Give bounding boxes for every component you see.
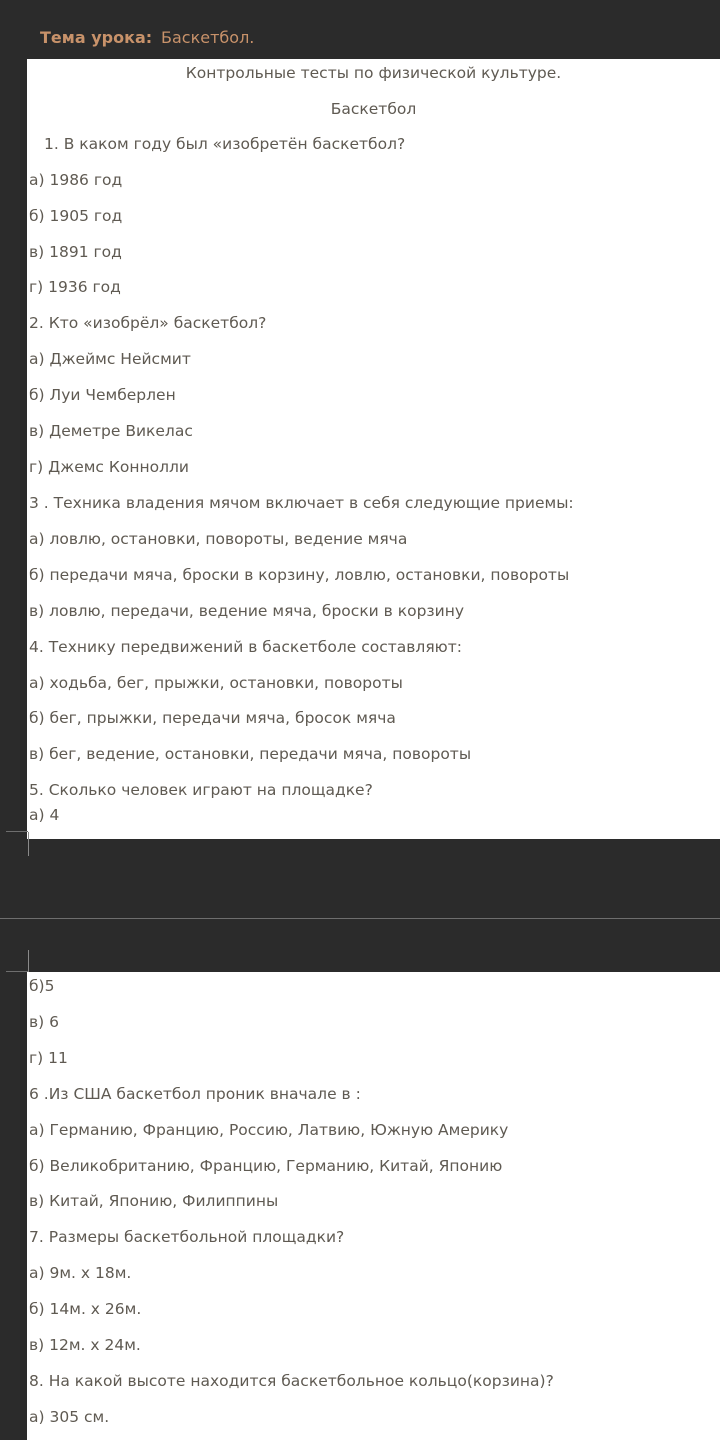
answer-option: б) 1905 год [29, 207, 123, 225]
answer-option: а) ловлю, остановки, повороты, ведение мяча [29, 530, 408, 548]
answer-option: в) ловлю, передачи, ведение мяча, броски в корзину [29, 602, 465, 620]
answer-option: в) Деметре Викелас [29, 422, 193, 440]
question-6: 6 .Из США баскетбол проник вначале в : [29, 1085, 361, 1103]
question-3: 3 . Техника владения мячом включает в себя следующие приемы: [29, 494, 574, 512]
document-page-2 [27, 972, 720, 1440]
question-2: 2. Кто «изобрёл» баскетбол? [29, 314, 267, 332]
answer-option: б) Луи Чемберлен [29, 386, 176, 404]
answer-option: б) бег, прыжки, передачи мяча, бросок мяча [29, 709, 396, 727]
answer-option: а) 1986 год [29, 171, 123, 189]
document-title: Контрольные тесты по физической культуре. [185, 64, 562, 82]
question-1: 1. В каком году был «изобретён баскетбол? [44, 135, 406, 153]
answer-option: б)5 [29, 977, 55, 995]
answer-option: г) 11 [29, 1049, 68, 1067]
answer-option: в) 1891 год [29, 243, 122, 261]
answer-option: а) 9м. х 18м. [29, 1264, 132, 1282]
answer-option: а) 305 см. [29, 1408, 110, 1426]
document-page-1 [27, 59, 720, 839]
question-7: 7. Размеры баскетбольной площадки? [29, 1228, 345, 1246]
page-corner-mark [28, 832, 29, 856]
answer-option: а) 4 [29, 806, 60, 824]
page-corner-mark [6, 971, 28, 972]
answer-option: б) 14м. х 26м. [29, 1300, 142, 1318]
page-corner-mark [28, 950, 29, 972]
answer-option: б) передачи мяча, броски в корзину, ловлю, остановки, повороты [29, 566, 570, 584]
page-separator [0, 918, 720, 919]
answer-option: в) бег, ведение, остановки, передачи мяча, повороты [29, 745, 472, 763]
page-corner-mark [6, 831, 28, 832]
answer-option: в) 6 [29, 1013, 59, 1031]
topic-value: Баскетбол. [161, 28, 255, 47]
answer-option: в) 12м. х 24м. [29, 1336, 141, 1354]
question-8: 8. На какой высоте находится баскетбольное кольцо(корзина)? [29, 1372, 554, 1390]
question-4: 4. Технику передвижений в баскетболе составляют: [29, 638, 462, 656]
answer-option: б) Великобританию, Францию, Германию, Китай, Японию [29, 1157, 503, 1175]
answer-option: г) Джемс Коннолли [29, 458, 189, 476]
answer-option: а) Германию, Францию, Россию, Латвию, Южную Америку [29, 1121, 509, 1139]
topic-label: Тема урока: [40, 28, 153, 47]
question-5: 5. Сколько человек играют на площадке? [29, 781, 373, 799]
answer-option: а) ходьба, бег, прыжки, остановки, повороты [29, 674, 403, 692]
answer-option: а) Джеймс Нейсмит [29, 350, 191, 368]
answer-option: г) 1936 год [29, 278, 121, 296]
document-subtitle: Баскетбол [330, 100, 417, 118]
answer-option: в) Китай, Японию, Филиппины [29, 1192, 279, 1210]
header-bar [0, 0, 720, 58]
